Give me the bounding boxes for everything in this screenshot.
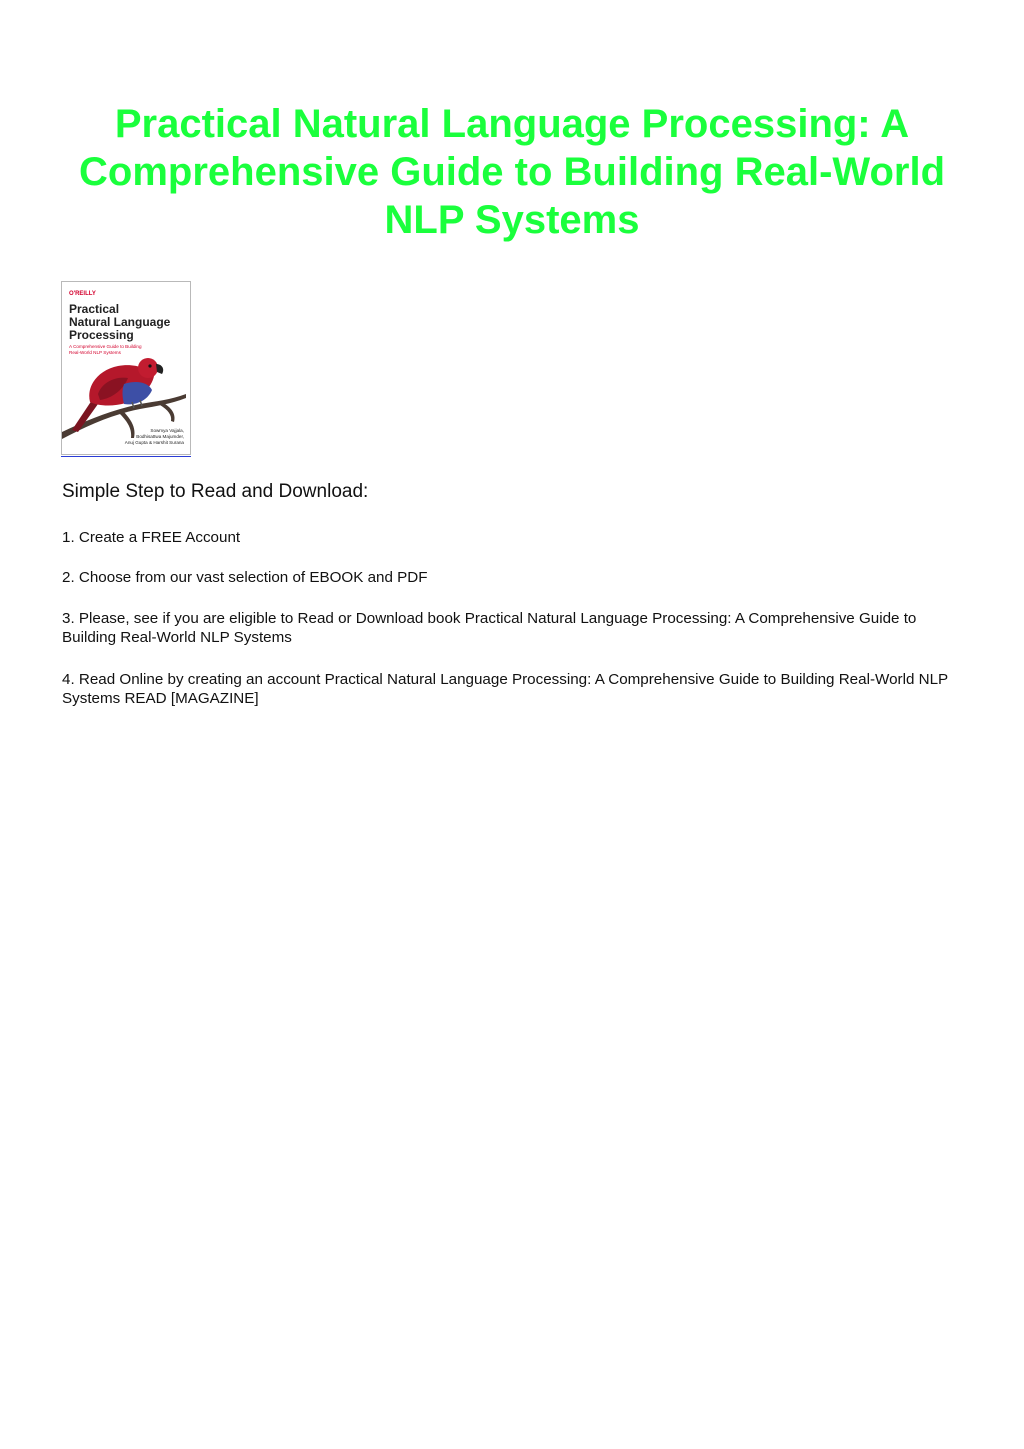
cover-author-line-3: Anuj Gupta & Harshit Surana xyxy=(124,440,184,445)
step-item: 4. Read Online by creating an account Practical Natural Language Processing: A Comprehensive Guide to Building Real-World NLP Systems READ [MAGAZINE] xyxy=(62,671,948,707)
book-cover-link[interactable] xyxy=(61,281,191,457)
cover-title-line-3: Processing xyxy=(69,328,134,342)
steps-heading: Simple Step to Read and Download: xyxy=(62,481,369,502)
cover-author-line-2: Bodhisattwa Majumder, xyxy=(136,434,184,439)
step-item: 3. Please, see if you are eligible to Read or Download book Practical Natural Language Processing: A Comprehensive Guide to Building Real-World NLP Systems xyxy=(62,610,917,646)
page-title: Practical Natural Language Processing: A Comprehensive Guide to Building Real-World NLP Systems xyxy=(79,102,945,242)
cover-title-line-2: Natural Language xyxy=(69,315,171,329)
book-cover-image xyxy=(61,281,191,455)
cover-subtitle-line-2: Real-World NLP Systems xyxy=(69,350,121,355)
cover-publisher: O'REILLY xyxy=(69,291,96,297)
parrot-illustration-icon xyxy=(62,358,186,439)
step-item: 2. Choose from our vast selection of EBOOK and PDF xyxy=(62,569,428,586)
step-item: 1. Create a FREE Account xyxy=(62,529,241,546)
cover-subtitle-line-1: A Comprehensive Guide to Building xyxy=(69,344,142,349)
cover-title-line-1: Practical xyxy=(69,302,120,316)
cover-author-line-1: Sowmya Vajjala, xyxy=(150,428,184,433)
